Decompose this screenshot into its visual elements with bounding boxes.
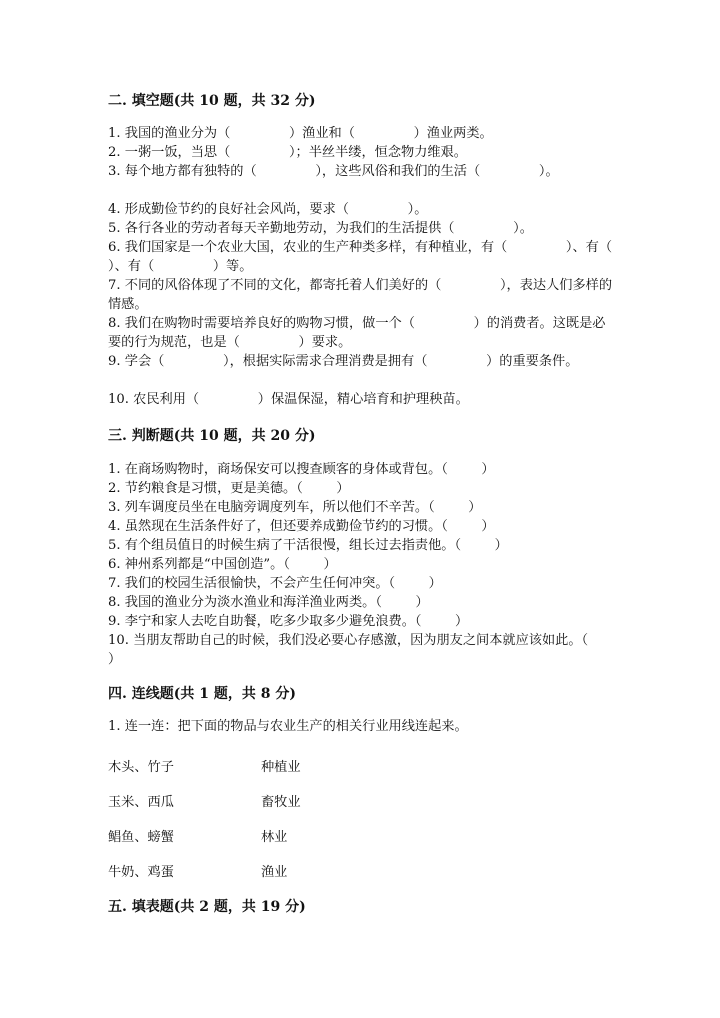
fill-question-10: 10. 农民利用（ ）保温保湿，精心培育和护理秧苗。 [108, 392, 469, 407]
fill-question-1: 1. 我国的渔业分为（ ）渔业和（ ）渔业两类。 [108, 126, 493, 141]
judge-question-6: 6. 神州系列都是“中国创造”。（ ） [108, 557, 337, 572]
fill-question-4: 4. 形成勤俭节约的良好社会风尚，要求（ ）。 [108, 202, 428, 217]
fill-question-9: 9. 学会（ ），根据实际需求合理消费是拥有（ ）的重要条件。 [108, 354, 579, 369]
matching-item-left-1: 木头、竹子 [108, 760, 174, 775]
fill-question-8: 8. 我们在购物时需要培养良好的购物习惯，做一个（ ）的消费者。这既是必要的行为规范，也是（ ）要求。 [108, 316, 606, 350]
matching-item-left-3: 鲳鱼、螃蟹 [108, 830, 174, 845]
matching-item-right-3: 林业 [261, 830, 288, 845]
matching-item-right-1: 种植业 [261, 760, 301, 775]
matching-item-left-2: 玉米、西瓜 [108, 795, 174, 810]
fill-question-5: 5. 各行各业的劳动者每天辛勤地劳动，为我们的生活提供（ ）。 [108, 221, 533, 236]
section-title-table: 五. 填表题(共 2 题，共 19 分) [108, 899, 306, 915]
judge-question-9: 9. 李宁和家人去吃自助餐，吃多少取多少避免浪费。（ ） [108, 614, 469, 629]
fill-question-2: 2. 一粥一饭，当思（ ）；半丝半缕，恒念物力维艰。 [108, 145, 467, 160]
matching-item-left-4: 牛奶、鸡蛋 [108, 865, 174, 880]
matching-item-right-2: 畜牧业 [261, 795, 301, 810]
judge-question-5: 5. 有个组员值日的时候生病了干活很慢，组长过去指责他。（ ） [108, 538, 508, 553]
judge-question-10: 10. 当朋友帮助自己的时候，我们没必要心存感激，因为朋友之间本就应该如此。（ ） [108, 633, 622, 667]
section-title-fill-blank: 二. 填空题(共 10 题，共 32 分) [108, 93, 316, 109]
judge-question-2: 2. 节约粮食是习惯，更是美德。（ ） [108, 481, 350, 496]
section-title-matching: 四. 连线题(共 1 题，共 8 分) [108, 686, 296, 702]
judge-question-8: 8. 我国的渔业分为淡水渔业和海洋渔业两类。（ ） [108, 595, 429, 610]
matching-prompt: 1. 连一连：把下面的物品与农业生产的相关行业用线连起来。 [108, 719, 468, 734]
matching-item-right-4: 渔业 [261, 865, 288, 880]
judge-question-1: 1. 在商场购物时，商场保安可以搜查顾客的身体或背包。（ ） [108, 462, 495, 477]
judge-question-3: 3. 列车调度员坐在电脑旁调度列车，所以他们不辛苦。（ ） [108, 500, 482, 515]
judge-question-4: 4. 虽然现在生活条件好了，但还要养成勤俭节约的习惯。（ ） [108, 519, 495, 534]
judge-question-7: 7. 我们的校园生活很愉快，不会产生任何冲突。（ ） [108, 576, 442, 591]
fill-question-6: 6. 我们国家是一个农业大国，农业的生产种类多样，有种植业，有（ ）、有（ ）、有（ ）等。 [108, 240, 671, 274]
fill-question-7: 7. 不同的风俗体现了不同的文化，都寄托着人们美好的（ ），表达人们多样的情感。 [108, 278, 613, 312]
section-title-judge: 三. 判断题(共 10 题，共 20 分) [108, 428, 316, 444]
fill-question-3: 3. 每个地方都有独特的（ ），这些风俗和我们的生活（ ）。 [108, 164, 559, 179]
